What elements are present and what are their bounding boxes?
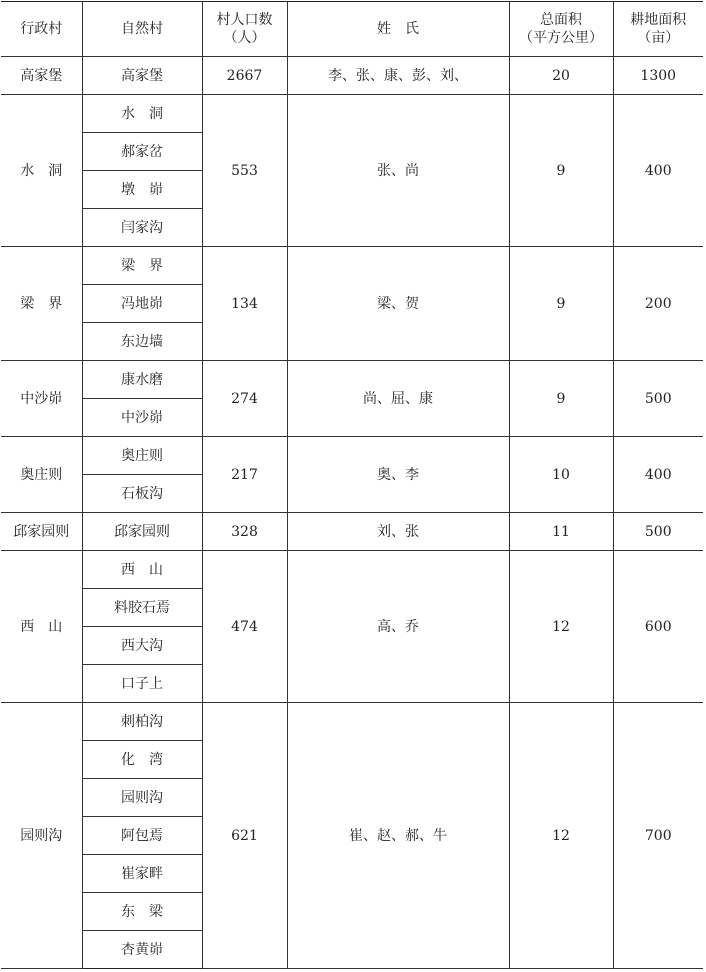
farmland-area-cell: 600	[613, 551, 703, 703]
natural-village-cell: 崔家畔	[82, 855, 202, 893]
header-admin-village: 行政村	[1, 2, 82, 57]
table-row	[1, 513, 703, 551]
admin-village-cell: 高家堡	[1, 57, 82, 95]
population-cell: 217	[202, 437, 287, 513]
table-row	[1, 57, 703, 95]
surnames-cell: 尚、屈、康	[287, 361, 509, 437]
header-surnames: 姓 氏	[287, 2, 509, 57]
farmland-area-cell: 400	[613, 437, 703, 513]
natural-village-cell: 闫家沟	[82, 209, 202, 247]
total-area-cell: 9	[509, 361, 613, 437]
total-area-cell: 12	[509, 551, 613, 703]
natural-village-cell: 邱家园则	[82, 513, 202, 551]
admin-village-cell: 奥庄则	[1, 437, 82, 513]
population-cell: 474	[202, 551, 287, 703]
header-population	[202, 2, 287, 57]
natural-village-cell: 西 山	[82, 551, 202, 589]
natural-village-cell: 东 梁	[82, 893, 202, 931]
farmland-area-cell: 500	[613, 361, 703, 437]
natural-village-cell: 郝家岔	[82, 133, 202, 171]
header-farmland-line-2: （亩）	[637, 30, 680, 46]
table-row	[1, 437, 703, 475]
surnames-cell: 刘、张	[287, 513, 509, 551]
population-cell: 2667	[202, 57, 287, 95]
total-area-cell: 20	[509, 57, 613, 95]
header-total-area	[509, 2, 613, 57]
farmland-area-cell: 200	[613, 247, 703, 361]
admin-village-cell: 中沙峁	[1, 361, 82, 437]
natural-village-cell: 口子上	[82, 665, 202, 703]
header-farmland-line-1: 耕地面积	[630, 12, 687, 28]
surnames-cell: 奥、李	[287, 437, 509, 513]
natural-village-cell: 西大沟	[82, 627, 202, 665]
natural-village-cell: 墩 峁	[82, 171, 202, 209]
natural-village-cell: 高家堡	[82, 57, 202, 95]
table-row	[1, 95, 703, 133]
population-cell: 328	[202, 513, 287, 551]
table-row	[1, 361, 703, 399]
surnames-cell: 高、乔	[287, 551, 509, 703]
natural-village-cell: 梁 界	[82, 247, 202, 285]
surnames-cell: 张、尚	[287, 95, 509, 247]
village-statistics-table	[1, 1, 703, 969]
total-area-cell: 10	[509, 437, 613, 513]
natural-village-cell: 冯地峁	[82, 285, 202, 323]
surnames-cell: 李、张、康、彭、刘、	[287, 57, 509, 95]
natural-village-cell: 料胶石焉	[82, 589, 202, 627]
population-cell: 274	[202, 361, 287, 437]
population-cell: 621	[202, 703, 287, 969]
farmland-area-cell: 400	[613, 95, 703, 247]
natural-village-cell: 康水磨	[82, 361, 202, 399]
table-body	[1, 57, 703, 969]
population-cell: 134	[202, 247, 287, 361]
header-population-line-2: （人）	[223, 30, 266, 46]
header-natural-village: 自然村	[82, 2, 202, 57]
farmland-area-cell: 1300	[613, 57, 703, 95]
header-farmland-area	[613, 2, 703, 57]
admin-village-cell: 梁 界	[1, 247, 82, 361]
total-area-cell: 9	[509, 247, 613, 361]
admin-village-cell: 邱家园则	[1, 513, 82, 551]
natural-village-cell: 水 洞	[82, 95, 202, 133]
natural-village-cell: 阿包焉	[82, 817, 202, 855]
table-row	[1, 247, 703, 285]
natural-village-cell: 东边墙	[82, 323, 202, 361]
surnames-cell: 梁、贺	[287, 247, 509, 361]
admin-village-cell: 水 洞	[1, 95, 82, 247]
total-area-cell: 12	[509, 703, 613, 969]
natural-village-cell: 中沙峁	[82, 399, 202, 437]
natural-village-cell: 杏黄峁	[82, 931, 202, 969]
farmland-area-cell: 700	[613, 703, 703, 969]
natural-village-cell: 石板沟	[82, 475, 202, 513]
natural-village-cell: 化 湾	[82, 741, 202, 779]
admin-village-cell: 园则沟	[1, 703, 82, 969]
natural-village-cell: 园则沟	[82, 779, 202, 817]
header-population-line-1: 村人口数	[216, 12, 273, 28]
total-area-cell: 11	[509, 513, 613, 551]
table-row	[1, 551, 703, 589]
natural-village-cell: 刺柏沟	[82, 703, 202, 741]
header-total-area-line-2: （平方公里）	[519, 30, 603, 46]
admin-village-cell: 西 山	[1, 551, 82, 703]
farmland-area-cell: 500	[613, 513, 703, 551]
total-area-cell: 9	[509, 95, 613, 247]
surnames-cell: 崔、赵、郝、牛	[287, 703, 509, 969]
natural-village-cell: 奥庄则	[82, 437, 202, 475]
header-row	[1, 2, 703, 57]
table-row	[1, 703, 703, 741]
header-total-area-line-1: 总面积	[540, 12, 582, 28]
population-cell: 553	[202, 95, 287, 247]
